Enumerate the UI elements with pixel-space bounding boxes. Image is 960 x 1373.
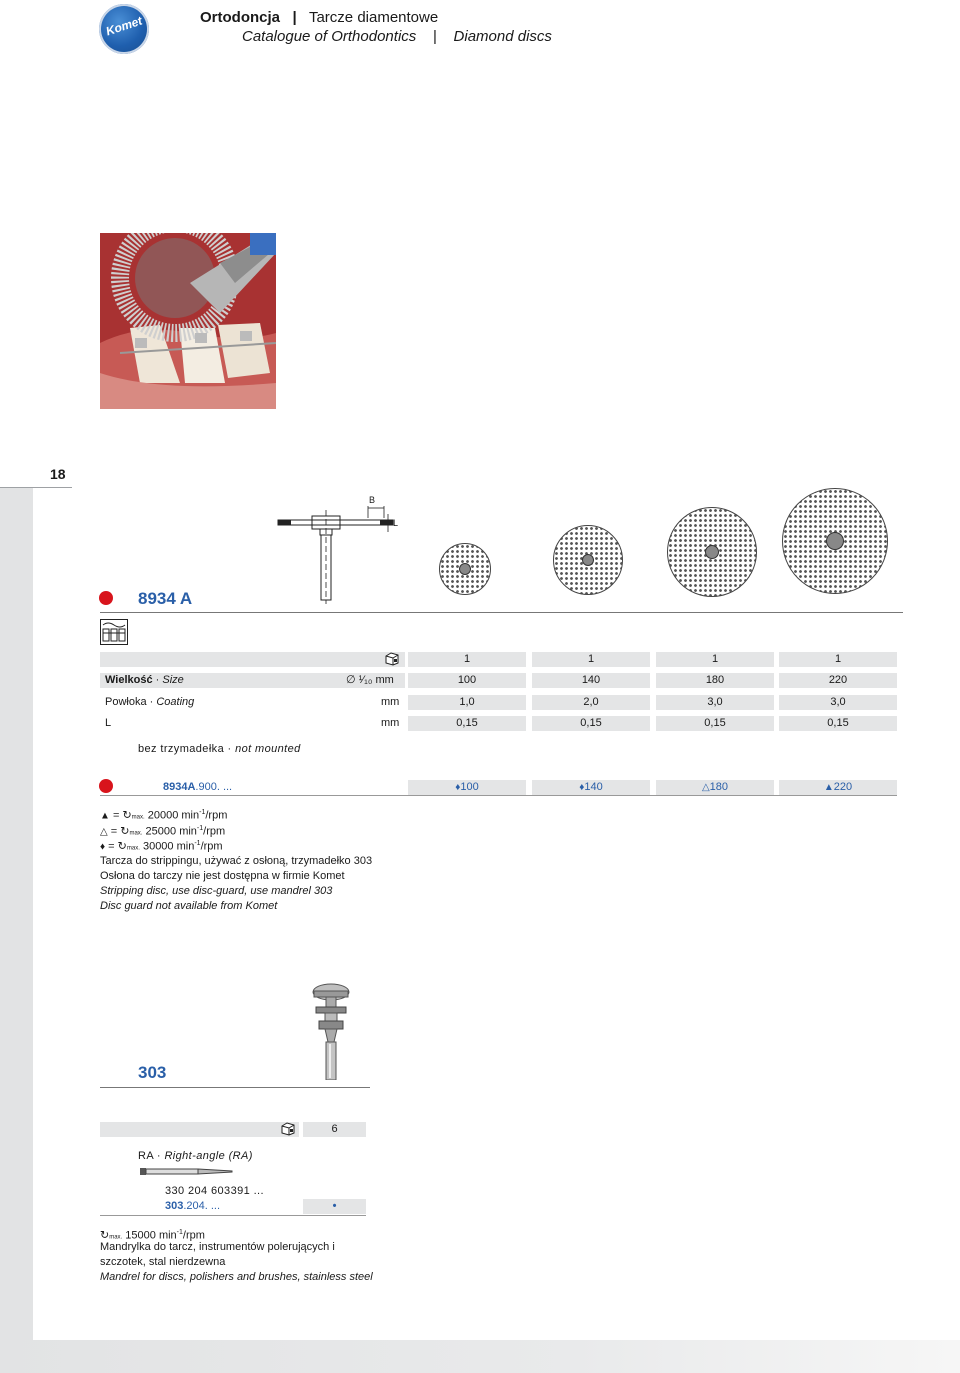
header-subtitle-2: Diamond discs — [453, 28, 552, 45]
l-value: 0,15 — [779, 716, 897, 731]
header-title-pl: Tarcze diamentowe — [308, 9, 439, 26]
right-angle-shank-illustration — [140, 1165, 235, 1177]
product-code: 8934 A — [138, 589, 193, 608]
size-value: 140 — [532, 673, 650, 688]
mandrel-description-pl-1: Mandrylka do tarcz, instrumentów polerujących i — [100, 1241, 335, 1253]
mandrel-speed-value: 15000 min — [125, 1229, 177, 1242]
order-value-100 — [408, 780, 526, 795]
disc-180-illustration — [667, 507, 757, 597]
mandrel-type-label — [138, 1149, 253, 1164]
speed-max: max. — [131, 814, 145, 821]
speed-sup: -1 — [196, 825, 204, 832]
speed-value: 25000 min — [145, 825, 197, 838]
mandrel-order-code — [165, 1199, 220, 1214]
disc-140-illustration — [553, 525, 623, 595]
order-code-rest: .900. ... — [195, 781, 233, 793]
size-label-bold: Wielkość — [105, 674, 153, 686]
speed-max: max. — [129, 830, 143, 837]
package-icon — [281, 1122, 295, 1136]
description-pl-2: Osłona do tarczy nie jest dostępna w firmie Komet — [100, 870, 345, 882]
disc-100-illustration — [439, 543, 491, 595]
order-value-180 — [656, 780, 774, 795]
komet-logo — [99, 4, 149, 54]
dimension-label-l: L — [393, 518, 399, 528]
disc-220-illustration — [782, 488, 888, 594]
page-number-rule — [0, 487, 72, 488]
mandrel-order-code-bold: 303 — [165, 1200, 184, 1212]
order-value: 180 — [709, 781, 729, 793]
mandrel-type-pl: RA · — [138, 1150, 165, 1162]
header-subtitle-1: Catalogue of Orthodontics — [242, 28, 417, 45]
speed-unit: /rpm — [200, 840, 223, 853]
speed-unit: /rpm — [205, 809, 228, 822]
speed-eq: = — [105, 840, 118, 853]
speed-sup: -1 — [194, 840, 201, 847]
order-code-bold: 8934A — [163, 781, 196, 793]
description-en-2: Disc guard not available from Komet — [100, 900, 278, 912]
mandrel-description-en: Mandrel for discs, polishers and brushes, stainless steel — [100, 1271, 373, 1283]
mandrel-code: 303 — [138, 1063, 167, 1082]
mandrel-order-rule — [100, 1215, 366, 1216]
left-margin-band — [0, 487, 33, 1373]
rotation-icon: ↻ — [100, 1229, 110, 1242]
disc-mandrel-drawing — [270, 492, 410, 604]
speed-max: max. — [126, 845, 140, 852]
mount-note-pl: bez trzymadełka · — [138, 743, 236, 755]
l-value: 0,15 — [656, 716, 774, 731]
mandrel-header-rule — [100, 1087, 370, 1088]
mandrel-speed-sup: -1 — [176, 1229, 183, 1236]
order-value: 220 — [833, 781, 853, 793]
size-value: 220 — [779, 673, 897, 688]
header-title-bold: Ortodoncja — [200, 9, 281, 26]
logo-text: Komet — [104, 13, 144, 39]
header-subtitle-sep: | — [432, 28, 437, 45]
mandrel-pack-value: 6 — [303, 1122, 366, 1137]
coating-unit: mm — [381, 696, 400, 708]
rotation-icon: ↻ — [117, 840, 127, 853]
product-marker-dot — [99, 591, 113, 605]
order-symbol: △ — [701, 782, 710, 793]
speed-sup: -1 — [199, 809, 206, 816]
page-header-line2 — [242, 28, 552, 45]
mandrel-order-code-rest: .204. ... — [183, 1200, 221, 1212]
rotation-icon: ↻ — [120, 825, 130, 838]
mandrel-description-pl-2: szczotek, stal nierdzewna — [100, 1256, 226, 1268]
rotation-icon: ↻ — [122, 809, 132, 822]
order-marker-dot — [99, 779, 113, 793]
coating-value: 2,0 — [532, 695, 650, 710]
size-unit: ∅ ¹⁄₁₀ mm — [346, 674, 394, 686]
bottom-margin-band — [0, 1340, 960, 1373]
speed-eq: = — [109, 809, 123, 822]
package-icon — [385, 652, 399, 666]
coating-label-pl: Powłoka · — [105, 696, 157, 708]
coating-pictogram-icon — [100, 619, 128, 645]
page-number: 18 — [50, 466, 66, 482]
coating-label — [105, 695, 194, 710]
order-symbol: ♦ — [579, 782, 585, 793]
speed-eq: = — [107, 825, 121, 838]
pack-value-180: 1 — [656, 652, 774, 667]
speed-symbol: ♦ — [100, 841, 106, 853]
order-value: 100 — [460, 781, 479, 793]
order-code — [163, 780, 232, 795]
l-unit: mm — [381, 717, 400, 729]
size-label-sep: · — [152, 674, 163, 686]
coating-value: 3,0 — [779, 695, 897, 710]
description-en-1: Stripping disc, use disc-guard, use mandrel 303 — [100, 885, 333, 897]
speed-value: 30000 min — [142, 840, 195, 853]
mount-note-en: not mounted — [235, 743, 301, 755]
l-value: 0,15 — [532, 716, 650, 731]
pack-value-220: 1 — [779, 652, 897, 667]
mandrel-speed-unit: /rpm — [182, 1229, 205, 1242]
speed-value: 20000 min — [147, 809, 200, 822]
mandrel-ref-number: 330 204 603391 ... — [165, 1185, 264, 1197]
coating-label-en: Coating — [156, 696, 195, 708]
header-separator: | — [292, 9, 297, 26]
order-value-220 — [779, 780, 897, 795]
dimension-label-b: B — [369, 495, 376, 505]
speed-symbol: ▲ — [100, 810, 110, 822]
product-header-rule — [100, 612, 903, 613]
order-symbol: ▲ — [823, 782, 834, 793]
order-symbol: ♦ — [455, 782, 461, 793]
order-value: 140 — [584, 781, 603, 793]
pack-row-label-cell — [100, 652, 405, 667]
mandrel-pack-label-cell — [100, 1122, 299, 1137]
size-label-en: Size — [162, 674, 184, 686]
mandrel-order-dot: • — [332, 1200, 337, 1212]
order-row-rule — [100, 795, 897, 796]
size-label — [105, 673, 184, 688]
mandrel-type-en: Right-angle (RA) — [164, 1150, 253, 1162]
speed-symbol: △ — [100, 826, 108, 838]
size-value: 100 — [408, 673, 526, 688]
size-value: 180 — [656, 673, 774, 688]
mandrel-303-illustration — [306, 982, 356, 1080]
speed-unit: /rpm — [203, 825, 226, 838]
mount-note — [138, 742, 301, 757]
l-label: L — [105, 717, 112, 729]
coating-value: 3,0 — [656, 695, 774, 710]
pack-value-100: 1 — [408, 652, 526, 667]
description-pl-1: Tarcza do strippingu, używać z osłoną, trzymadełko 303 — [100, 855, 373, 867]
coating-value: 1,0 — [408, 695, 526, 710]
l-value: 0,15 — [408, 716, 526, 731]
mandrel-order-value — [303, 1199, 366, 1214]
product-photo — [100, 233, 276, 409]
mandrel-speed-max: max. — [109, 1234, 123, 1241]
order-value-140 — [532, 780, 650, 795]
pack-value-140: 1 — [532, 652, 650, 667]
page-header-line1 — [200, 9, 438, 26]
